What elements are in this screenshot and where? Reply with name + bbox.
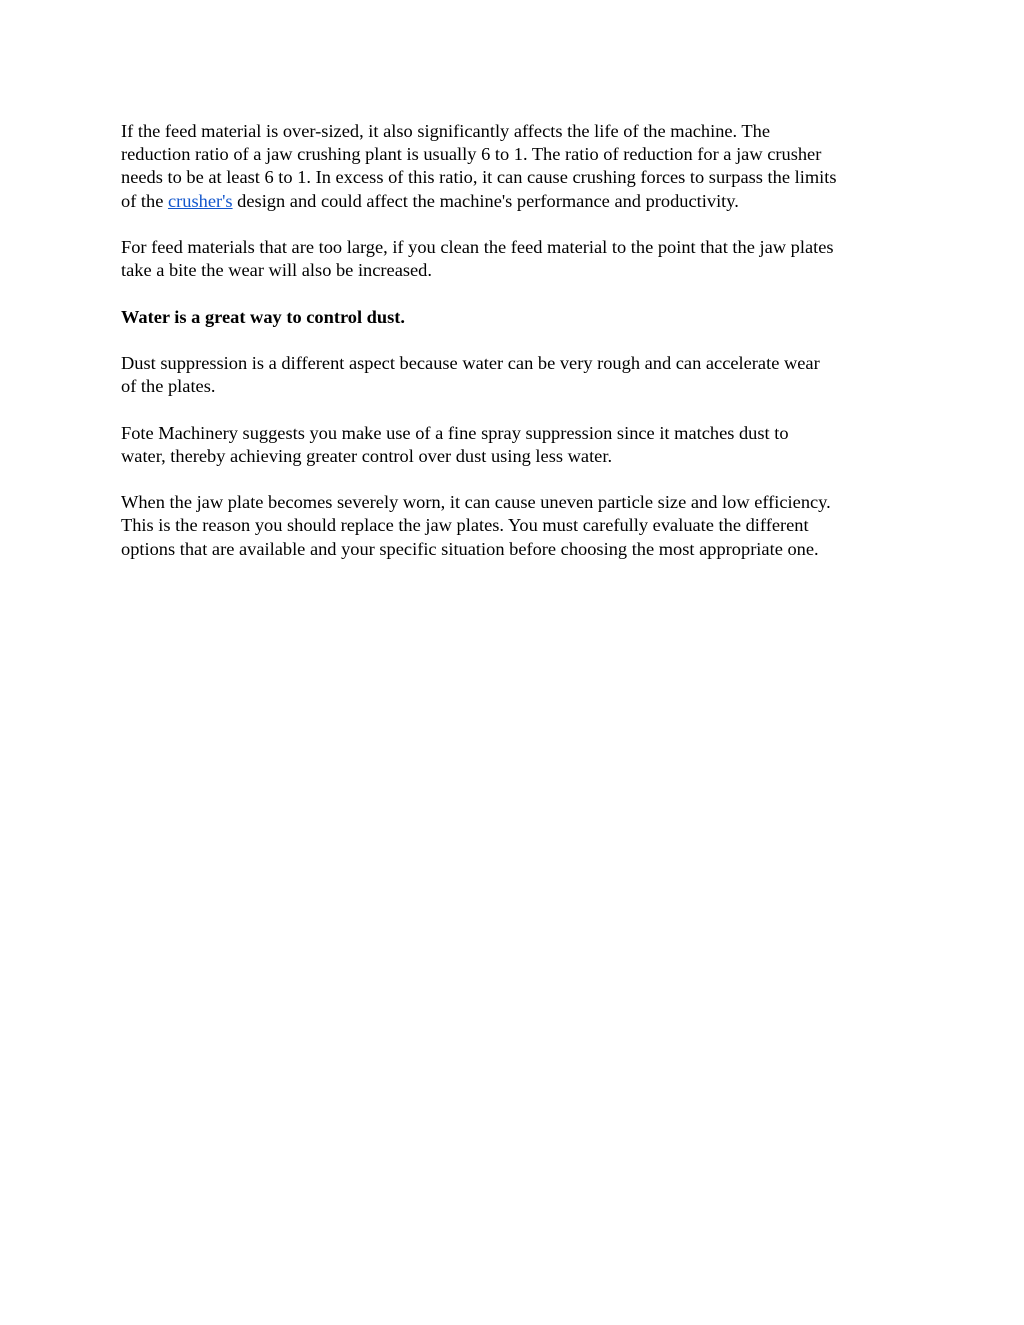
text-line: For feed materials that are too large, if you clean the feed material to the point that the jaw plates: [121, 237, 834, 257]
paragraph-jaw-plate-wear: [121, 491, 921, 561]
text-line: take a bite the wear will also be increased.: [121, 260, 432, 281]
text-line: This is the reason you should replace the jaw plates. You must carefully evaluate the different: [121, 515, 809, 536]
text-fragment: of the: [121, 190, 168, 211]
text-line: Dust suppression is a different aspect because water can be very rough and can accelerate wear: [121, 352, 820, 373]
crusher-link[interactable]: crusher's: [167, 190, 233, 211]
text-line: Fote Machinery suggests you make use of a fine spray suppression since it matches dust to: [121, 422, 789, 443]
text-line: reduction ratio of a jaw crushing plant is usually 6 to 1. The ratio of reduction for a jaw crusher: [121, 144, 822, 165]
text-line: If the feed material is over-sized, it also significantly affects the life of the machine. The: [121, 121, 771, 141]
text-line-with-link: [121, 190, 921, 213]
paragraph-dust-suppression: [121, 352, 921, 398]
text-line: options that are available and your specific situation before choosing the most appropriate one.: [121, 538, 819, 559]
section-heading: Water is a great way to control dust.: [121, 306, 406, 327]
paragraph-feed-oversize: [121, 120, 921, 213]
text-line: of the plates.: [121, 376, 216, 397]
text-line: water, thereby achieving greater control over dust using less water.: [121, 445, 613, 466]
text-fragment: design and could affect the machine's performance and productivity.: [232, 190, 739, 211]
text-line: When the jaw plate becomes severely worn, it can cause uneven particle size and low efficiency.: [121, 492, 831, 513]
paragraph-fote-machinery: [121, 422, 921, 468]
paragraph-large-feed: [121, 236, 921, 282]
document-body: [121, 120, 921, 584]
text-line: needs to be at least 6 to 1. In excess of this ratio, it can cause crushing forces to surpass the limits: [121, 167, 837, 188]
